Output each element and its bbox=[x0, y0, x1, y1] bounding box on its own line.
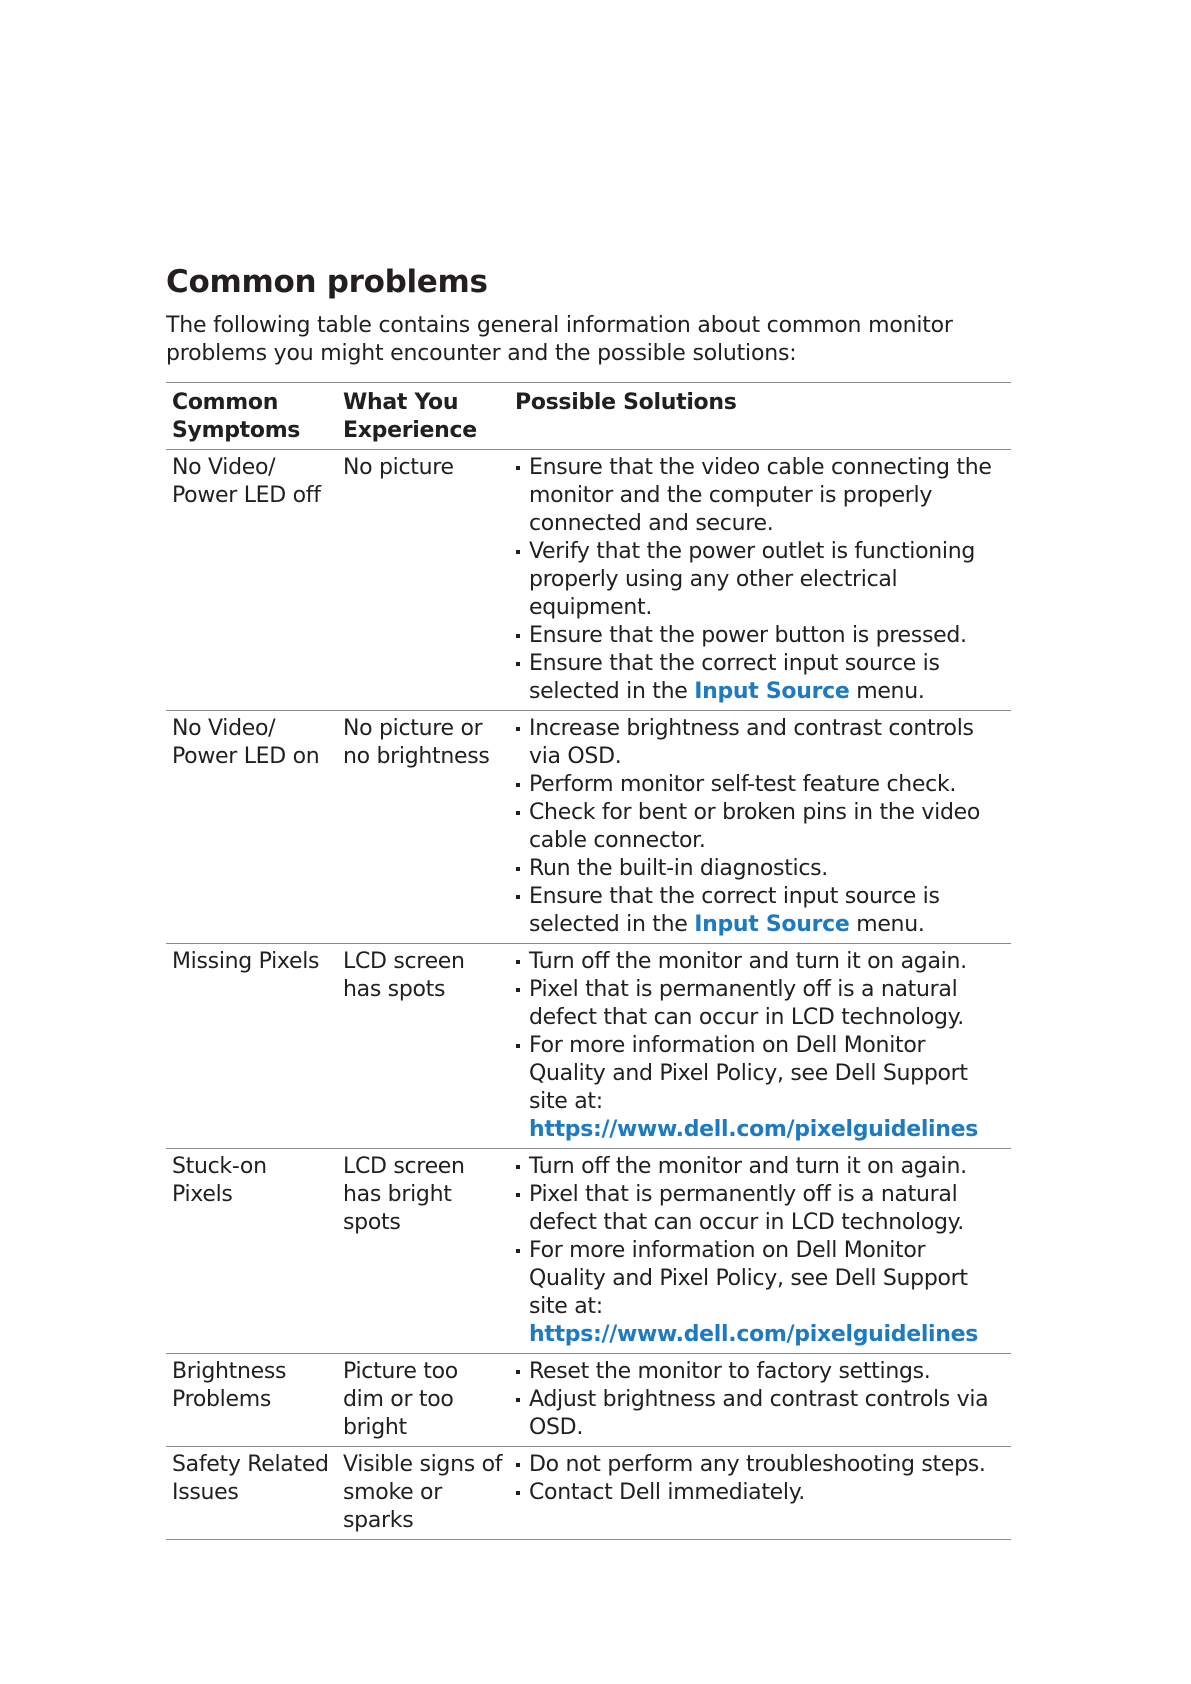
bullet-icon bbox=[516, 727, 520, 731]
input-source-menu-ref: Input Source bbox=[694, 912, 850, 937]
solution-item bbox=[515, 1451, 1005, 1479]
solution-item bbox=[515, 1153, 1005, 1181]
solution-item bbox=[515, 454, 1005, 538]
bullet-icon bbox=[516, 1193, 520, 1197]
bullet-icon bbox=[516, 811, 520, 815]
bullet-icon bbox=[516, 867, 520, 871]
solution-item bbox=[515, 976, 1005, 1032]
bullet-icon bbox=[516, 960, 520, 964]
solutions-cell bbox=[509, 1354, 1011, 1447]
solution-text: Contact Dell immediately. bbox=[529, 1480, 805, 1505]
page-content bbox=[166, 262, 1011, 1540]
table-row bbox=[166, 450, 1011, 711]
bullet-icon bbox=[516, 1044, 520, 1048]
symptom-cell: Stuck-on Pixels bbox=[172, 1154, 267, 1207]
experience-cell: LCD screen has bright spots bbox=[343, 1154, 465, 1235]
solution-text: Turn off the monitor and turn it on again. bbox=[529, 1154, 967, 1179]
solution-text: For more information on Dell Monitor Quality and Pixel Policy, see Dell Support site at: bbox=[529, 1238, 968, 1319]
solutions-list bbox=[515, 1358, 1005, 1442]
solution-text: menu. bbox=[849, 912, 925, 937]
bullet-icon bbox=[516, 662, 520, 666]
table-row bbox=[166, 1149, 1011, 1354]
solutions-list bbox=[515, 1451, 1005, 1507]
solution-text: Turn off the monitor and turn it on again. bbox=[529, 949, 967, 974]
bullet-icon bbox=[516, 1491, 520, 1495]
solution-text: Pixel that is permanently off is a natural defect that can occur in LCD technology. bbox=[529, 977, 964, 1030]
solution-text: Reset the monitor to factory settings. bbox=[529, 1359, 931, 1384]
solution-text: Check for bent or broken pins in the video cable connector. bbox=[529, 800, 981, 853]
pixel-guidelines-link[interactable]: https://www.dell.com/pixelguidelines bbox=[529, 1322, 979, 1347]
solutions-list bbox=[515, 948, 1005, 1144]
solution-text: Verify that the power outlet is functioning properly using any other electrical equipment. bbox=[529, 539, 976, 620]
solution-text: Pixel that is permanently off is a natural defect that can occur in LCD technology. bbox=[529, 1182, 964, 1235]
bullet-icon bbox=[516, 1463, 520, 1467]
experience-cell: Visible signs of smoke or sparks bbox=[343, 1452, 503, 1533]
header-possible-solutions: Possible Solutions bbox=[515, 390, 737, 415]
bullet-icon bbox=[516, 1249, 520, 1253]
solution-item bbox=[515, 855, 1005, 883]
solution-item bbox=[515, 538, 1005, 622]
solutions-list bbox=[515, 715, 1005, 939]
solution-item bbox=[515, 1181, 1005, 1237]
table-row bbox=[166, 1354, 1011, 1447]
symptom-cell: No Video/ Power LED on bbox=[172, 716, 320, 769]
bullet-icon bbox=[516, 783, 520, 787]
table-body bbox=[166, 450, 1011, 1540]
bullet-icon bbox=[516, 1165, 520, 1169]
experience-cell: LCD screen has spots bbox=[343, 949, 465, 1002]
solution-item bbox=[515, 1237, 1005, 1349]
symptom-cell: Brightness Problems bbox=[172, 1359, 287, 1412]
solution-text: Ensure that the power button is pressed. bbox=[529, 623, 967, 648]
solution-text: Increase brightness and contrast controls via OSD. bbox=[529, 716, 974, 769]
table-row bbox=[166, 944, 1011, 1149]
symptom-cell: Missing Pixels bbox=[172, 949, 320, 974]
solutions-cell bbox=[509, 1149, 1011, 1354]
bullet-icon bbox=[516, 895, 520, 899]
input-source-menu-ref: Input Source bbox=[694, 679, 850, 704]
solution-text: Ensure that the correct input source is selected in the bbox=[529, 651, 940, 704]
experience-cell: No picture bbox=[343, 455, 454, 480]
solution-text: Run the built-in diagnostics. bbox=[529, 856, 828, 881]
bullet-icon bbox=[516, 466, 520, 470]
table-row bbox=[166, 711, 1011, 944]
solution-text: menu. bbox=[849, 679, 925, 704]
solutions-cell bbox=[509, 450, 1011, 711]
solution-text: Ensure that the video cable connecting the monitor and the computer is properly connected and secure. bbox=[529, 455, 992, 536]
header-what-you-experience: What You Experience bbox=[343, 390, 477, 443]
solution-item bbox=[515, 715, 1005, 771]
solution-item bbox=[515, 1386, 1005, 1442]
solutions-cell bbox=[509, 1447, 1011, 1540]
page-title: Common problems bbox=[166, 264, 488, 300]
table-row bbox=[166, 1447, 1011, 1540]
solution-text: Ensure that the correct input source is selected in the bbox=[529, 884, 940, 937]
solution-item bbox=[515, 948, 1005, 976]
solutions-list bbox=[515, 1153, 1005, 1349]
bullet-icon bbox=[516, 988, 520, 992]
header-common-symptoms: Common Symptoms bbox=[172, 390, 301, 443]
bullet-icon bbox=[516, 550, 520, 554]
solutions-cell bbox=[509, 711, 1011, 944]
symptom-cell: No Video/ Power LED off bbox=[172, 455, 321, 508]
table-header-row bbox=[166, 383, 1011, 450]
solution-item bbox=[515, 883, 1005, 939]
bullet-icon bbox=[516, 1370, 520, 1374]
bullet-icon bbox=[516, 634, 520, 638]
experience-cell: Picture too dim or too bright bbox=[343, 1359, 458, 1440]
pixel-guidelines-link[interactable]: https://www.dell.com/pixelguidelines bbox=[529, 1117, 979, 1142]
solution-item bbox=[515, 799, 1005, 855]
solution-text: Adjust brightness and contrast controls via OSD. bbox=[529, 1387, 989, 1440]
common-problems-table bbox=[166, 382, 1011, 1540]
solution-text: For more information on Dell Monitor Quality and Pixel Policy, see Dell Support site at: bbox=[529, 1033, 968, 1114]
solution-text: Do not perform any troubleshooting steps. bbox=[529, 1452, 986, 1477]
solution-item bbox=[515, 771, 1005, 799]
intro-paragraph: The following table contains general information about common monitor problems you might encounter and the possible solutions: bbox=[166, 313, 953, 366]
solution-item bbox=[515, 1358, 1005, 1386]
symptom-cell: Safety Related Issues bbox=[172, 1452, 329, 1505]
solution-text: Perform monitor self-test feature check. bbox=[529, 772, 957, 797]
solutions-cell bbox=[509, 944, 1011, 1149]
bullet-icon bbox=[516, 1398, 520, 1402]
solutions-list bbox=[515, 454, 1005, 706]
solution-item bbox=[515, 622, 1005, 650]
experience-cell: No picture or no brightness bbox=[343, 716, 490, 769]
solution-item bbox=[515, 1032, 1005, 1144]
solution-item bbox=[515, 1479, 1005, 1507]
solution-item bbox=[515, 650, 1005, 706]
